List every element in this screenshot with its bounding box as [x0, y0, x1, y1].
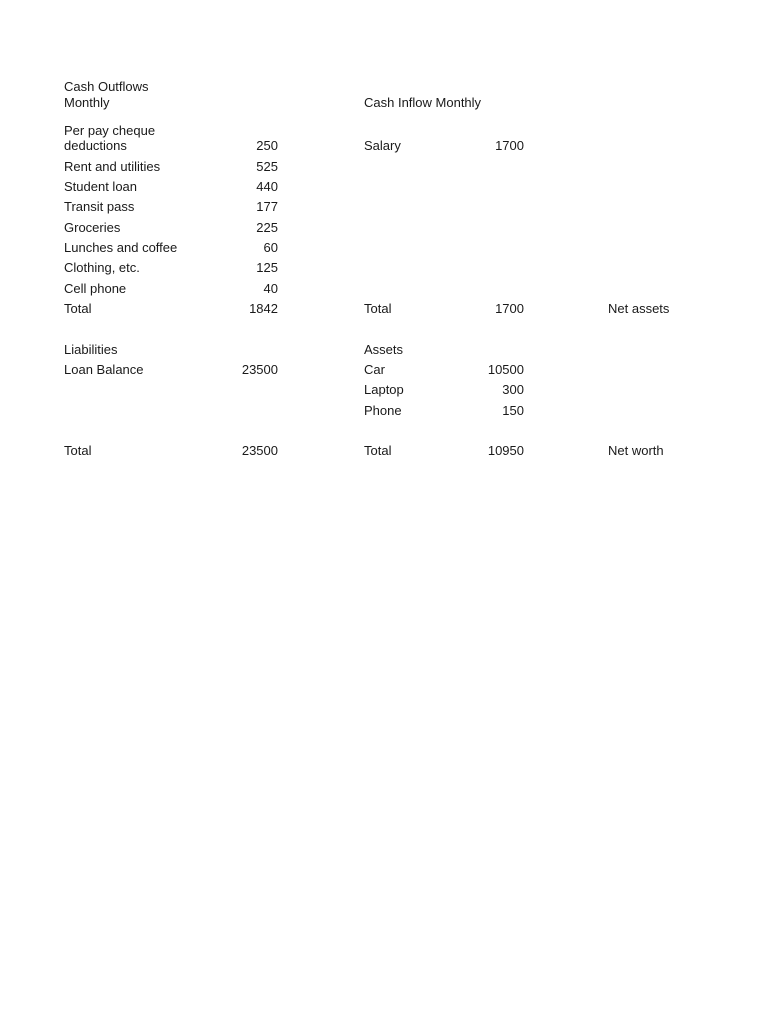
liabilities-total-label: Total — [64, 443, 92, 458]
outflows-title-line1: Cash Outflows — [64, 79, 149, 94]
assets-total-label: Total — [364, 443, 392, 458]
assets-total-value: 10950 — [487, 443, 524, 458]
outflow-label-rent: Rent and utilities — [64, 159, 161, 174]
assets-title: Assets — [364, 342, 404, 357]
asset-label-phone: Phone — [364, 403, 402, 418]
outflows-title-line2: Monthly — [64, 95, 110, 110]
outflows-total-value: 1842 — [249, 301, 278, 316]
outflow-label-deductions-line2: deductions — [64, 138, 127, 153]
outflow-label-lunches: Lunches and coffee — [64, 240, 178, 255]
net-worth-label: Net worth — [608, 443, 664, 458]
outflow-label-clothing: Clothing, etc. — [64, 260, 140, 275]
outflow-value-transit: 177 — [256, 199, 278, 214]
liabilities-total-value: 23500 — [241, 443, 278, 458]
outflow-value-cell-phone: 40 — [263, 281, 278, 296]
inflow-label-salary: Salary — [364, 138, 401, 153]
inflows-title: Cash Inflow Monthly — [364, 95, 482, 110]
outflow-value-lunches: 60 — [263, 240, 278, 255]
outflow-value-clothing: 125 — [256, 260, 278, 275]
liability-label-loan-balance: Loan Balance — [64, 362, 144, 377]
liabilities-title: Liabilities — [64, 342, 118, 357]
net-assets-label: Net assets — [608, 301, 670, 316]
outflow-value-deductions: 250 — [256, 138, 278, 153]
inflow-value-salary: 1700 — [495, 138, 524, 153]
asset-label-laptop: Laptop — [364, 382, 404, 397]
outflow-label-student-loan: Student loan — [64, 179, 138, 194]
asset-value-car: 10500 — [487, 362, 524, 377]
asset-value-laptop: 300 — [502, 382, 524, 397]
inflows-total-value: 1700 — [495, 301, 524, 316]
asset-label-car: Car — [364, 362, 385, 377]
outflow-label-transit: Transit pass — [64, 199, 135, 214]
outflows-total-label: Total — [64, 301, 92, 316]
outflow-value-groceries: 225 — [256, 220, 278, 235]
outflow-label-deductions-line1: Per pay cheque — [64, 123, 156, 138]
liability-value-loan-balance: 23500 — [241, 362, 278, 377]
outflow-value-student-loan: 440 — [256, 179, 278, 194]
outflow-label-groceries: Groceries — [64, 220, 121, 235]
outflow-label-cell-phone: Cell phone — [64, 281, 127, 296]
inflows-total-label: Total — [364, 301, 392, 316]
outflow-value-rent: 525 — [256, 159, 278, 174]
asset-value-phone: 150 — [502, 403, 524, 418]
